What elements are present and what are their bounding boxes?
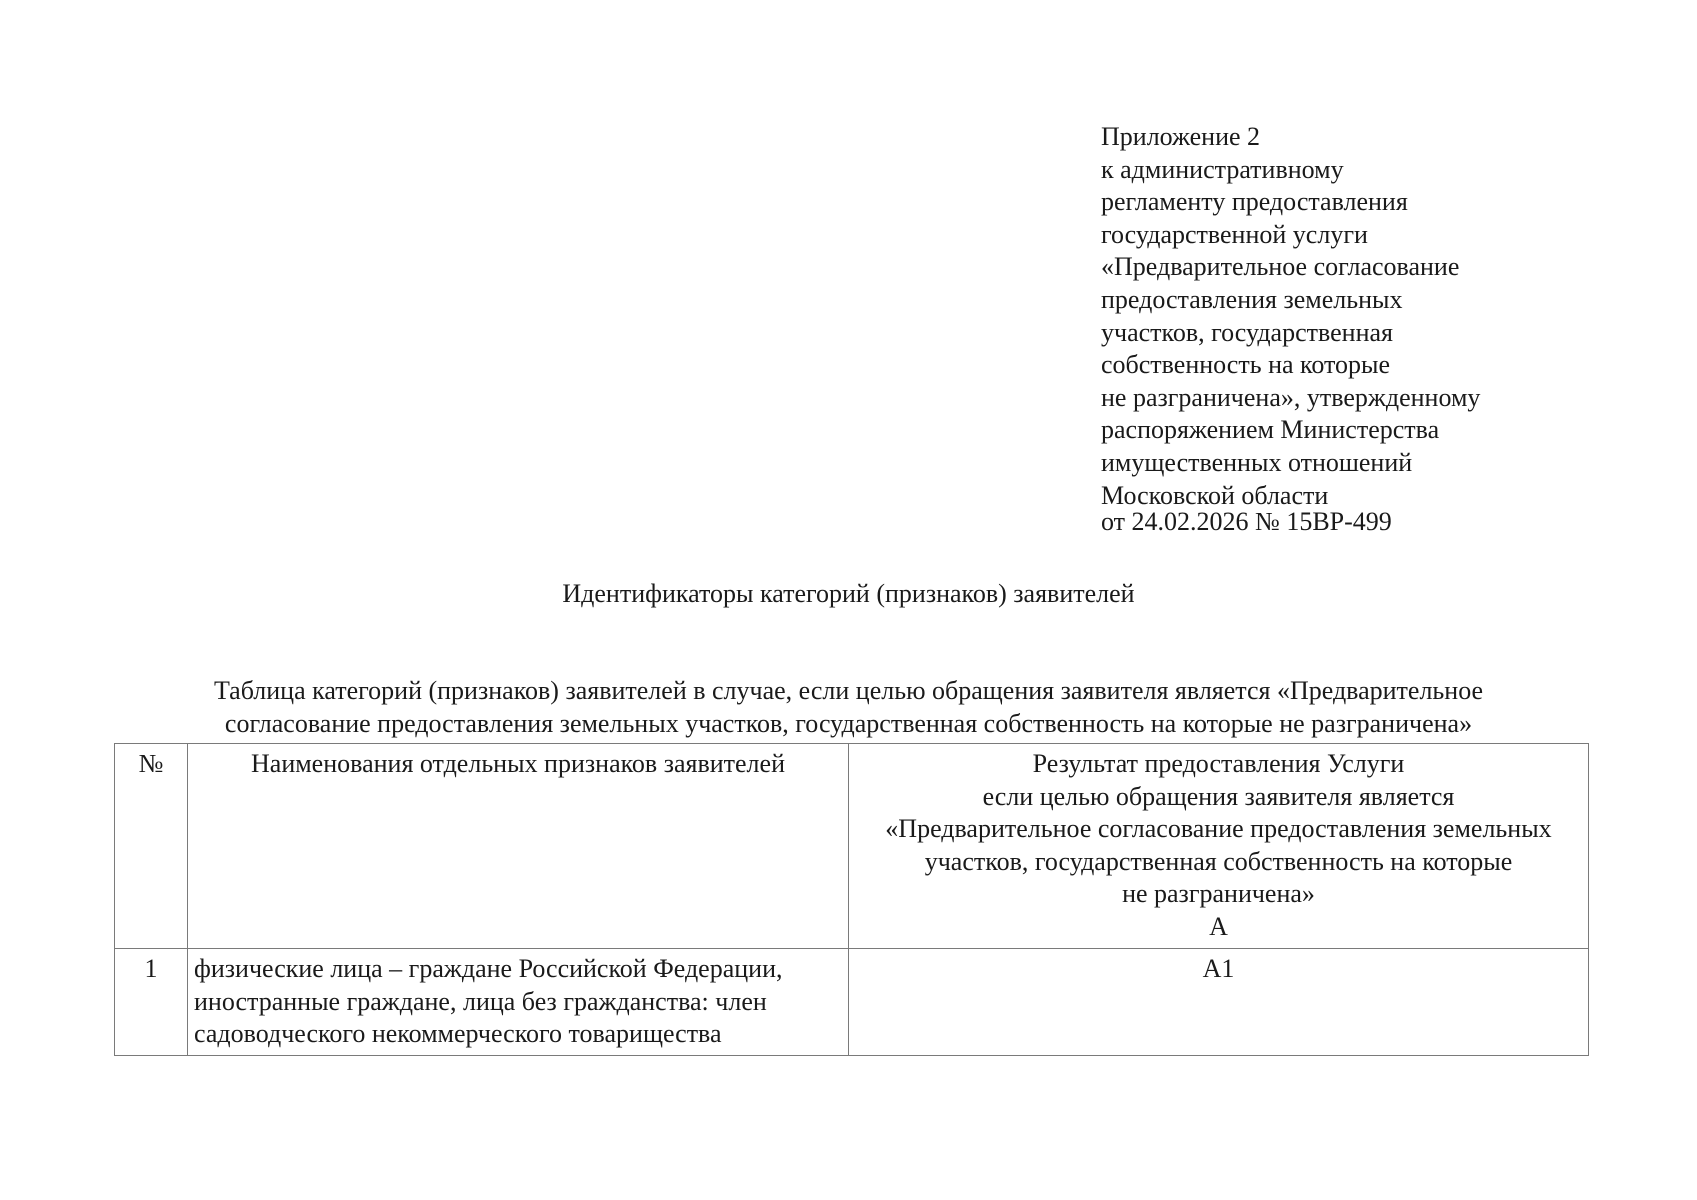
appendix-line: «Предварительное согласование <box>1101 252 1460 282</box>
header-result-line: не разграничена» <box>1122 879 1315 909</box>
table-caption-line: согласование предоставления земельных участков, государственная собственность на которые не разграничена» <box>224 708 1473 738</box>
row-feature-line: садоводческого некоммерческого товарищества <box>194 1019 722 1049</box>
appendix-line: Приложение 2 <box>1101 122 1261 151</box>
document-title: Идентификаторы категорий (признаков) заявителей <box>562 579 1135 608</box>
header-number: № <box>115 744 188 949</box>
table-row <box>115 949 1589 1056</box>
header-result-line: Результат предоставления Услуги <box>1032 749 1405 778</box>
appendix-line: государственной услуги <box>1101 219 1368 249</box>
categories-table <box>114 743 1589 1056</box>
appendix-line: участков, государственная <box>1101 317 1393 347</box>
row-feature-line: иностранные граждане, лица без гражданства: член <box>194 986 767 1016</box>
header-result-line: «Предварительное согласование предоставления земельных <box>885 814 1552 844</box>
header-result <box>849 744 1589 949</box>
appendix-line: имущественных отношений <box>1101 447 1413 477</box>
header-feature-name: Наименования отдельных признаков заявителей <box>188 744 849 949</box>
appendix-line: Московской области <box>1101 480 1329 510</box>
appendix-line: не разграничена», утвержденному <box>1101 382 1481 412</box>
appendix-line: предоставления земельных <box>1101 284 1403 314</box>
appendix-line: собственность на которые <box>1101 350 1391 380</box>
table-caption-line: Таблица категорий (признаков) заявителей в случае, если целью обращения заявителя является «Предварительное <box>213 676 1484 705</box>
appendix-header <box>1101 121 1621 539</box>
header-result-code: А <box>1209 911 1228 941</box>
table-caption <box>0 675 1697 740</box>
row-feature-line: физические лица – граждане Российской Федерации, <box>194 954 783 983</box>
header-result-line: участков, государственная собственность на которые <box>924 846 1513 876</box>
appendix-line: к административному <box>1101 154 1344 184</box>
appendix-line: распоряжением Министерства <box>1101 415 1440 445</box>
row-number: 1 <box>115 949 188 1056</box>
table-header-row <box>115 744 1589 949</box>
header-result-line: если целью обращения заявителя является <box>982 781 1455 811</box>
row-result-code: А1 <box>849 949 1589 1056</box>
appendix-date-number: от 24.02.2026 № 15ВР-499 <box>1101 507 1392 537</box>
appendix-line: регламенту предоставления <box>1101 187 1408 217</box>
row-feature-name <box>188 949 849 1056</box>
